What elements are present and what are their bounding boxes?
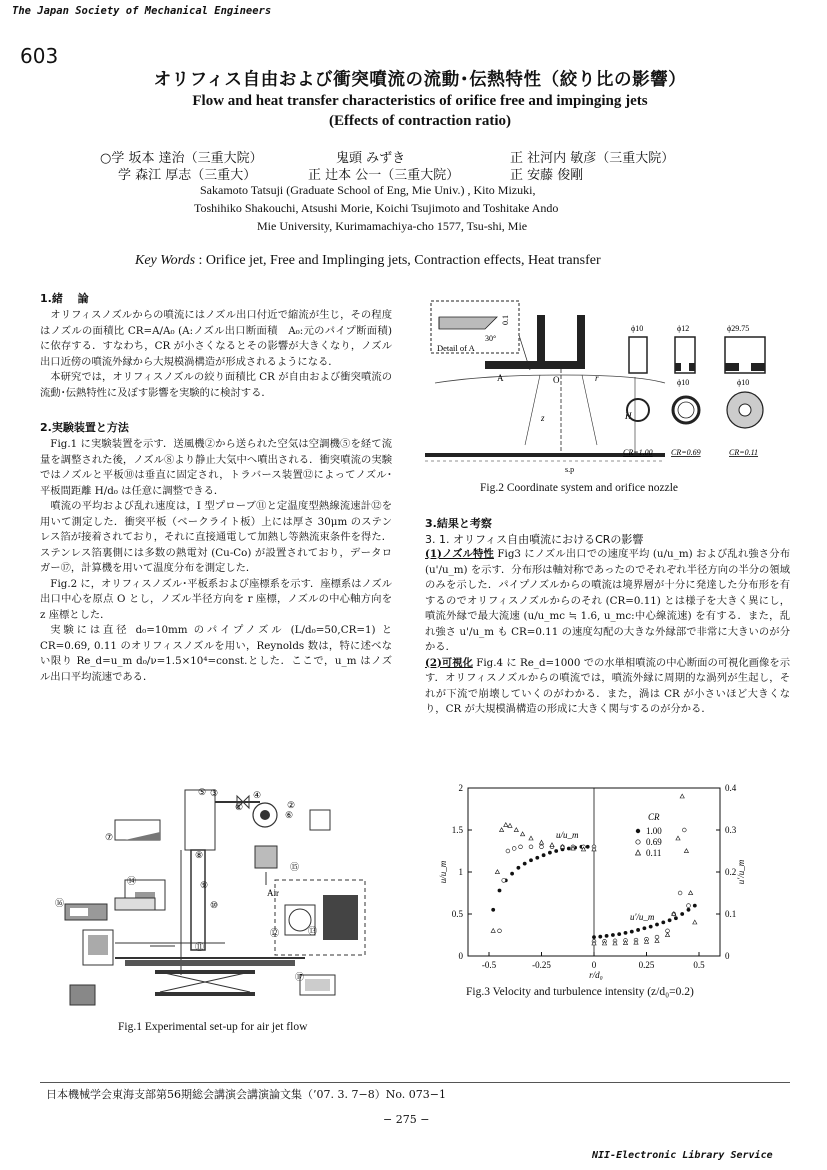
fig3-x-tick-label: -0.5 (481, 960, 497, 970)
fig3-y-axis-label-right: u'/u_m (736, 859, 746, 885)
fig3-point-011-left (508, 824, 512, 828)
fig1-number-marker: ⑯ (55, 898, 65, 908)
fig3-legend-069: 0.69 (646, 837, 662, 847)
author-sakamoto: ○学 坂本 達治（三重大院） (100, 151, 263, 166)
fig3-point-069-left (540, 845, 544, 849)
section-1-para-1: オリフィスノズルからの噴流にはノズル出口付近で縮流が生じ，その程度はノズルの面積比 CR=A/A₀ (A:ノズル出口断面積 A₀:元のパイプ断面積) に依存する．すなわち，CR が小さくなるとその影響が大きくなり，ノズル出口近傍の噴流外縁から大規模渦構造が形成されるようになる． (40, 309, 392, 368)
authors-en-line2: Toshihiko Shakouchi, Atsushi Morie, Koichi Tsujimoto and Toshitake Ando (194, 201, 559, 215)
keywords-text: : Orifice jet, Free and Implinging jets, Contraction effects, Heat transfer (198, 253, 601, 268)
authors-en-line1: Sakamoto Tatsuji (Graduate School of Eng, Mie Univ.) , Kito Mizuki, (200, 183, 536, 197)
section-2-para-4: 実験には直径 d₀=10mm のパイプノズル (L/d₀=50,CR=1) と CR=0.69, 0.11 のオリフィスノズルを用い，Reynolds 数は，特に述べない限り Re_d=u_m d₀/ν=1.5×10⁴=const.とした．ここで，u_m はノズル出口平均流速である． (40, 624, 392, 683)
section-3-1-para-2 (425, 656, 790, 718)
fig3-point-011-right (655, 939, 659, 943)
page-number: − 275 − (383, 1113, 430, 1126)
fig3-y-tick-label-left: 1 (458, 867, 463, 877)
fig3-point-069-left (529, 845, 533, 849)
fig2-cr-1: CR=1.00 (623, 448, 653, 457)
fig3-x-tick-label: 0.5 (693, 960, 705, 970)
fig3-x-axis-label: r/d₀ (589, 970, 603, 980)
fig2-label-h: H (625, 411, 632, 421)
fig3-y-tick-label-right: 0.1 (725, 909, 737, 919)
fig1-number-marker: ⑰ (295, 972, 305, 982)
fig3-point-100-left (523, 862, 527, 866)
fig3-point-100-left (554, 849, 558, 853)
fig3-point-100-right (668, 918, 672, 922)
fig3-point-069-left (502, 879, 506, 883)
fig3-point-011-left (539, 840, 543, 844)
right-column (425, 515, 790, 718)
fig2-cr-2: CR=0.69 (671, 448, 701, 457)
fig3-point-011-left (529, 836, 533, 840)
fig3-point-011-right (676, 836, 680, 840)
title-jp: オリフィス自由および衝突噴流の流動･伝熱特性（絞り比の影響） (153, 70, 687, 90)
author-kito: 鬼頭 みずき (336, 151, 406, 166)
fig3-legend-011: 0.11 (646, 848, 662, 858)
section-1-heading: 1.緒 論 (40, 292, 89, 305)
fig1-diagram (55, 780, 375, 1015)
fig3-point-069-left (498, 929, 502, 933)
fig3-axes (438, 783, 746, 980)
fig1-number-marker: ④ (253, 790, 262, 800)
fig1-number-marker: ⑦ (105, 832, 114, 842)
title-en-line1: Flow and heat transfer characteristics of orifice free and impinging jets (192, 93, 648, 109)
fig1-number-marker: ① (235, 802, 244, 812)
authors-jp-row1 (100, 147, 780, 165)
fig3-point-011-right (665, 933, 669, 937)
fig2-detail-label: Detail of A (437, 343, 475, 353)
fig2-label-a: A (497, 373, 504, 383)
section-2-para-2: 噴流の平均および乱れ速度は，I 型プローブ⑪と定温度型熱線流速計⑫を用いて測定した．衝突平板（ベークライト板）上には厚さ 30μm のステンレス箔が接着されており，それに直接通電して加熱し等熱流束条件を得た．ステンレス箔裏側には多数の熱電対 (Cu-Co) が設置されており，データロガー⑰，計算機を用いて温度分布を測定した． (40, 500, 392, 574)
fig3-point-069-left (512, 847, 516, 851)
fig3-point-011-right (689, 891, 693, 895)
fig3-point-100-left (542, 853, 546, 857)
fig2-inner-diam-2: ϕ10 (737, 378, 750, 387)
fig1-number-marker: ⑥ (285, 810, 294, 820)
author-ando: 正 安藤 俊剛 (510, 168, 584, 183)
fig3-legend-marker-069 (636, 840, 640, 844)
fig3-point-069-left (519, 845, 523, 849)
fig2-label-r: r (595, 373, 599, 383)
fig3-point-100-right (674, 916, 678, 920)
fig3-point-100-left (529, 858, 533, 862)
fig2-label-o: O (553, 375, 560, 385)
fig3-point-100-left (535, 856, 539, 860)
fig3-legend-title: CR (648, 812, 660, 822)
fig1-number-marker: ⑬ (308, 926, 318, 936)
fig3-point-100-right (661, 921, 665, 925)
fig3-point-100-right (605, 934, 609, 938)
fig2-label-sp: s.p (565, 465, 575, 474)
fig3-y-tick-label-left: 0.5 (451, 909, 463, 919)
fig3-point-011-right (693, 920, 697, 924)
authors-affiliation: Mie University, Kurimamachiya-cho 1577, Tsu-shi, Mie (257, 219, 528, 233)
fig3-point-011-left (521, 832, 525, 836)
section-2-heading: 2.実験装置と方法 (40, 421, 129, 434)
fig2-diam-3: ϕ29.75 (727, 324, 750, 333)
society-header: The Japan Society of Mechanical Engineers (12, 5, 272, 17)
fig3-y-tick-label-left: 1.5 (451, 825, 463, 835)
fig2-cr-3: CR=0.11 (729, 448, 759, 457)
fig3-point-100-right (643, 926, 647, 930)
fig2-diam-1: ϕ10 (631, 324, 644, 333)
footer-rule (40, 1082, 790, 1083)
section-3-heading: 3.結果と考察 (425, 517, 492, 530)
fig3-point-100-right (598, 935, 602, 939)
fig3-point-100-right (592, 935, 596, 939)
fig3-point-069-right (678, 891, 682, 895)
fig2-label-z: z (541, 413, 545, 423)
fig2-caption: Fig.2 Coordinate system and orifice nozzle (480, 482, 679, 494)
fig3-point-011-left (491, 929, 495, 933)
section-1-para-2: 本研究では，オリフィスノズルの絞り面積比 CR が自由および衝突噴流の流動･伝熱特性に及ぼす影響を実験的に検討する． (40, 371, 392, 399)
fig1-number-marker: ⑮ (290, 862, 300, 872)
fig1-number-marker: ⑧ (195, 850, 204, 860)
fig3-y-tick-label-left: 0 (458, 951, 463, 961)
fig3-point-011-left (514, 828, 518, 832)
fig3-point-100-right (617, 932, 621, 936)
fig3-legend-100: 1.00 (646, 826, 662, 836)
author-shakouchi: 正 社河内 敏彦（三重大院） (510, 151, 675, 166)
fig3-y-tick-label-right: 0.3 (725, 825, 737, 835)
fig3-point-100-left (491, 908, 495, 912)
fig3-point-011-left (504, 823, 508, 827)
fig3-x-tick-label: 0 (591, 960, 597, 970)
fig3-legend (636, 826, 663, 858)
fig3-point-100-right (611, 933, 615, 937)
fig3-legend-marker-011 (636, 850, 641, 855)
fig3-y-tick-label-right: 0.2 (725, 867, 737, 877)
fig3-point-100-right (630, 930, 634, 934)
fig1-number-marker: ⑫ (270, 928, 280, 938)
section-3-1-subheading-1: (1)ノズル特性 (425, 548, 494, 560)
fig3-point-011-left (550, 843, 554, 847)
fig1-number-marker: ⑩ (210, 900, 219, 910)
section-2-para-1: Fig.1 に実験装置を示す．送風機②から送られた空気は空調機⑤を経て流量を調整された後，ノズル⑧より静止大気中へ噴出される．衝突噴流の実験ではノズルと平板⑩は垂直に固定され，トラバース装置⑫によってノズル･平板間距離 H/d₀ は任意に調整できる． (40, 438, 392, 497)
fig1-number-marker: ⑨ (200, 880, 209, 890)
fig3-label-u: u/u_m (556, 830, 579, 840)
fig3-y-tick-label-left: 2 (458, 783, 463, 793)
keywords (135, 253, 601, 269)
fig3-label-up: u'/u_m (630, 912, 655, 922)
fig3-point-100-right (649, 925, 653, 929)
fig3-point-100-right (624, 931, 628, 935)
paper-number: 603 (20, 44, 59, 68)
fig3-y-tick-label-right: 0 (725, 951, 730, 961)
fig3-point-100-right (693, 904, 697, 908)
fig2-dim-label: 0.1 (501, 315, 510, 325)
fig3-point-100-left (548, 851, 552, 855)
fig3-point-100-left (510, 872, 514, 876)
fig3-point-011-left (495, 870, 499, 874)
fig1-number-marker: ③ (210, 788, 219, 798)
section-3-1-text-2: Fig.4 に Re_d=1000 での水単相噴流の中心断面の可視化画像を示す．オリフィスノズルからの噴流では，噴流外縁に周期的な渦列が生起し，それが下流で崩壊していくのがわかる．また，渦は CR が小さいほど大きくなり，CR が大規模渦構造の形成に大きく関与するのが分かる． (425, 656, 790, 715)
fig3-point-100-right (680, 912, 684, 916)
fig3-point-100-right (636, 928, 640, 932)
fig1-number-marker: ⑪ (195, 942, 205, 952)
authors-jp-row2 (118, 164, 778, 182)
fig3-y-axis-label-left: u/u_m (438, 860, 448, 884)
fig3-point-100-left (517, 866, 521, 870)
fig2-diam-2: ϕ12 (677, 324, 690, 333)
fig3-point-100-left (498, 889, 502, 893)
section-2-para-3: Fig.2 に，オリフィスノズル･平板系および座標系を示す．座標系はノズル出口中心を原点 O とし，ノズル半径方向を r 座標，ノズルの中心軸方向を z 座標とした． (40, 577, 393, 621)
fig3-caption: Fig.3 Velocity and turbulence intensity (z/d₀=0.2) (466, 986, 694, 998)
footer-proceedings: 日本機械学会東海支部第56期総会講演会講演論文集（’07. 3. 7−8）No. 073−1 (46, 1088, 446, 1101)
fig1-caption: Fig.1 Experimental set-up for air jet flow (118, 1021, 308, 1033)
left-column (40, 290, 392, 685)
fig3-point-069-right (682, 828, 686, 832)
title-en-line2: (Effects of contraction ratio) (328, 113, 511, 129)
author-tsujimoto: 正 辻本 公一（三重大院） (308, 168, 460, 183)
section-3-1-subheading-2: (2)可視化 (425, 656, 473, 669)
section-3-1-para-1 (425, 547, 790, 656)
fig3-point-100-right (687, 908, 691, 912)
fig3-point-100-left (586, 845, 590, 849)
fig3-legend-marker-100 (636, 829, 640, 833)
fig3-point-100-left (567, 847, 571, 851)
fig3-x-tick-label: -0.25 (532, 960, 551, 970)
fig2-angle-label: 30° (485, 334, 497, 343)
fig2-diagram (425, 295, 785, 475)
fig3-point-100-right (655, 923, 659, 927)
fig2-inner-diam-1: ϕ10 (677, 378, 690, 387)
fig3-y-tick-label-right: 0.4 (725, 783, 737, 793)
footer-service: NII-Electronic Library Service (592, 1150, 773, 1161)
section-3-1-heading: 3. 1. オリフィス自由噴流におけるCRの影響 (425, 533, 644, 546)
fig1-air-label: Air (267, 888, 279, 898)
fig3-chart (438, 780, 773, 980)
fig3-point-011-left (500, 828, 504, 832)
fig1-number-marker: ⑭ (127, 876, 137, 886)
fig1-number-marker: ② (287, 800, 296, 810)
fig3-point-069-left (506, 849, 510, 853)
fig3-point-069-right (687, 904, 691, 908)
fig3-x-tick-label: 0.25 (638, 960, 655, 970)
author-morie: 学 森江 厚志（三重大） (118, 168, 257, 183)
section-3-1-text-1: Fig3 にノズル出口での速度平均 (u/u_m) および乱れ強さ分布 (u'/u_m) を示す．分布形は軸対称であったのでそれぞれ半径方向の半分の領域のみを示した．パイプノズルからの噴流は境界層が十分に発達した分布形を有するのでオリフィスノズルからのそれ (CR=0.11) とは様子を大きく異にし，噴流外縁で最大流速 (u/u_mc ≒ 1.6, u_mc:中心線流速) を有する．また，乱れ強さ u'/u_m も CR=0.11 の速度勾配の大きな外縁部で非常に大きいのが分かる． (425, 548, 790, 653)
keywords-label: Key Words (135, 253, 196, 268)
fig3-point-011-right (680, 794, 684, 798)
fig3-point-011-right (684, 849, 688, 853)
fig1-number-marker: ⑤ (198, 787, 207, 797)
